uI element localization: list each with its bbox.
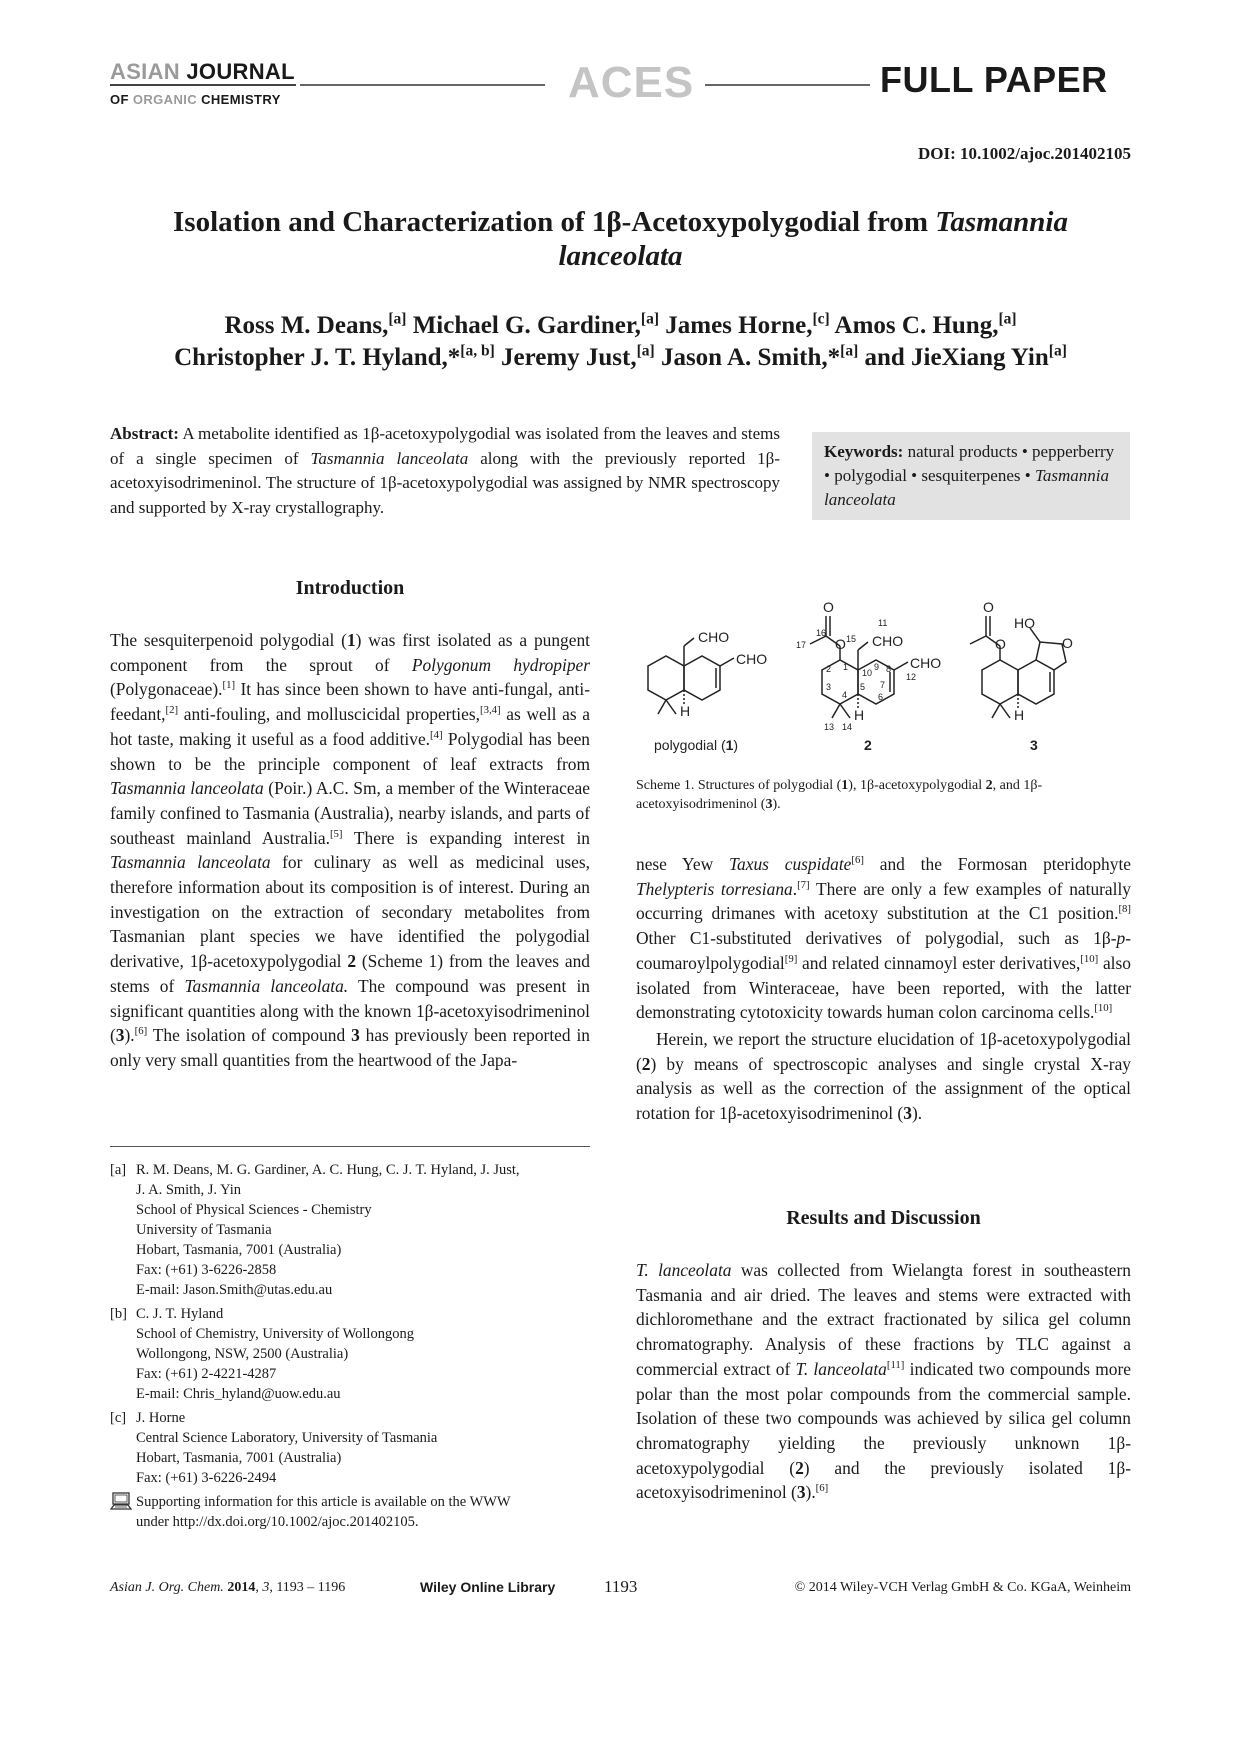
compound-3-label: 3 bbox=[1030, 737, 1038, 753]
atom-label-cho: CHO bbox=[910, 655, 942, 671]
keywords-box: Keywords: natural products • pepperberry • polygodial • sesquiterpenes • Tasmannia lanceolata bbox=[812, 432, 1130, 520]
supporting-information: Supporting information for this article is available on the WWW under http://dx.doi.org/10.1002/ajoc.201402105. bbox=[110, 1492, 590, 1532]
journal-name-line1 bbox=[110, 60, 295, 84]
introduction-text: The sesquiterpenoid polygodial (1) was first isolated as a pungent component from the sprout of Polygonum hydropiper (Polygonaceae).[1] It has since been shown to have anti-fungal, anti-feedant,[2] anti-fouling, and molluscicidal properties,[3,4] as well as a hot taste, making it useful as a food additive.[4] Polygodial has been shown to be the principle component of leaf extracts from Tasmannia lanceolata (Poir.) A.C. Sm, a member of the Winteraceae family confined to Tasmania (Australia), nearby islands, and parts of southeast mainland Australia.[5] There is expanding interest in Tasmannia lanceolata for culinary as well as medicinal uses, therefore information about its composition is of interest. During an investigation on the extraction of secondary metabolites from Tasmanian plant species we have identified the polygodial derivative, 1β-acetoxypolygodial 2 (Scheme 1) from the leaves and stems of Tasmannia lanceolata. The compound was present in significant quantities along with the known 1β-acetoxyisodrimeninol (3).[6] The isolation of compound 3 has previously been reported in only very small quantities from the heartwood of the Japa- bbox=[110, 630, 591, 1070]
atom-number: 10 bbox=[862, 668, 873, 678]
keywords-label: Keywords: bbox=[824, 442, 904, 461]
atom-label-h: H bbox=[854, 707, 865, 723]
journal-organic: ORGANIC bbox=[132, 92, 198, 107]
journal-asian: ASIAN bbox=[110, 59, 180, 84]
compound-1-label: polygodial (1) bbox=[654, 737, 739, 753]
atom-number: 12 bbox=[906, 672, 917, 682]
atom-number: 6 bbox=[878, 692, 884, 702]
author: Michael G. Gardiner,[a] bbox=[412, 310, 659, 339]
author: Jason A. Smith,*[a] bbox=[660, 342, 859, 371]
atom-number: 8 bbox=[886, 664, 892, 674]
atom-number: 3 bbox=[826, 682, 832, 692]
atom-number: 4 bbox=[842, 690, 848, 700]
author: Christopher J. T. Hyland,*[a, b] bbox=[174, 342, 495, 371]
affiliations bbox=[110, 1160, 590, 1532]
atom-number: 11 bbox=[878, 618, 888, 628]
atom-number: 16 bbox=[816, 628, 827, 638]
author: Amos C. Hung,[a] bbox=[834, 310, 1017, 339]
atom-label-h: H bbox=[1014, 707, 1025, 723]
atom-number: 9 bbox=[874, 662, 880, 672]
affiliation-b: [b] C. J. T. Hyland School of Chemistry, University of Wollongong Wollongong, NSW, 2500 (Australia) Fax: (+61) 2-4221-4287 E-mail: Chris_hyland@uow.edu.au bbox=[110, 1306, 414, 1402]
atom-number: 2 bbox=[826, 664, 832, 674]
atom-label-o: O bbox=[983, 600, 994, 615]
article-title bbox=[110, 205, 1131, 273]
journal-of: OF bbox=[110, 92, 129, 107]
compound-2-label: 2 bbox=[864, 737, 872, 753]
atom-label-h: H bbox=[680, 703, 691, 719]
author: and JieXiang Yin[a] bbox=[864, 342, 1067, 371]
doi: DOI: 10.1002/ajoc.201402105 bbox=[918, 144, 1131, 163]
copyright: © 2014 Wiley-VCH Verlag GmbH & Co. KGaA, Weinheim bbox=[794, 1580, 1131, 1595]
atom-label-cho: CHO bbox=[872, 633, 904, 649]
wiley-online-library: Wiley Online Library bbox=[420, 1579, 556, 1595]
title-text: Isolation and Characterization of 1β-Acetoxypolygodial from bbox=[173, 206, 936, 238]
atom-number: 17 bbox=[796, 640, 807, 650]
article-type: FULL PAPER bbox=[880, 59, 1108, 100]
author: James Horne,[c] bbox=[665, 310, 830, 339]
title-italic: Tasmannia lanceolata bbox=[558, 206, 1068, 272]
polygodial-structure bbox=[648, 638, 734, 714]
scheme-caption: Scheme 1. Structures of polygodial (1), 1β-acetoxypolygodial 2, and 1β-acetoxyisodrimeninol (3). bbox=[636, 778, 1043, 812]
author: Ross M. Deans,[a] bbox=[224, 310, 407, 339]
journal-underline bbox=[110, 84, 296, 86]
footnote-divider bbox=[110, 1146, 590, 1147]
atom-number: 5 bbox=[860, 682, 866, 692]
introduction-heading: Introduction bbox=[295, 577, 405, 599]
affiliation-c: [c] J. Horne Central Science Laboratory, University of Tasmania Hobart, Tasmania, 7001 (Australia) Fax: (+61) 3-6226-2494 bbox=[110, 1410, 438, 1486]
page-number: 1193 bbox=[604, 1577, 638, 1596]
atom-number: 1 bbox=[843, 662, 849, 672]
atom-number: 7 bbox=[880, 680, 886, 690]
atom-number: 13 bbox=[824, 722, 835, 732]
atom-label-cho: CHO bbox=[736, 651, 768, 667]
atom-number: 14 bbox=[842, 722, 853, 732]
abstract: Abstract: A metabolite identified as 1β-acetoxypolygodial was isolated from the leaves and stems of a single specimen of Tasmannia lanceolata along with the previously reported 1β-acetoxyisodrimeninol. The structure of 1β-acetoxypolygodial was assigned by NMR spectroscopy and supported by X-ray crystallography. bbox=[110, 424, 780, 517]
atom-label-o: O bbox=[1062, 635, 1073, 651]
right-column-text: nese Yew Taxus cuspidate[6] and the Formosan pteridophyte Thelypteris torresiana.[7] There are only a few examples of naturally occurring drimanes with acetoxy substitution at the C1 position.[8] Other C1-substituted derivatives of polygodial, such as 1β-p-coumaroylpolygodial[9] and related cinnamoyl ester derivatives,[10] also isolated from Winteraceae, have been reported, with the latter demonstrating cytotoxicity towards human colon carcinoma cells.[10] Herein, we report the structure elucidation of 1β-acetoxypolygodial (2) by means of spectroscopic analyses and single crystal X-ray analysis as well as the correction of the assignment of the optical rotation for 1β-acetoxyisodrimeninol (3). bbox=[636, 854, 1132, 1124]
author-list bbox=[110, 310, 1131, 374]
journal-chemistry: CHEMISTRY bbox=[201, 92, 281, 107]
atom-number: 15 bbox=[846, 634, 857, 644]
aces-logo: ACES bbox=[568, 58, 695, 107]
atom-label-ho: HO bbox=[1014, 615, 1035, 631]
results-text: T. lanceolata was collected from Wielangta forest in southeastern Tasmania and air dried. The leaves and stems were extracted with dichloromethane and the extract fractionated by silica gel column chromatography. Analysis of these fractions by TLC against a commercial extract of T. lanceolata[11] indicated two compounds more polar than the most polar compounds from the commercial sample. Isolation of these two compounds was achieved by silica gel column chromatography yielding the previously unknown 1β-acetoxypolygodial (2) and the previously isolated 1β-acetoxyisodrimeninol (3).[6] bbox=[636, 1260, 1131, 1503]
scheme-1-structures bbox=[636, 600, 1131, 760]
acetoxyisodrimeninol-structure bbox=[970, 616, 1066, 718]
computer-icon bbox=[110, 1492, 136, 1532]
journal-name-line2 bbox=[110, 92, 281, 107]
header-rule-left bbox=[300, 84, 545, 86]
author: Jeremy Just,[a] bbox=[500, 342, 655, 371]
atom-label-o: O bbox=[995, 636, 1006, 652]
footer-citation: Asian J. Org. Chem. 2014, 3, 1193 – 1196 bbox=[110, 1580, 346, 1595]
atom-label-o: O bbox=[835, 636, 846, 652]
affiliation-a: [a] R. M. Deans, M. G. Gardiner, A. C. Hung, C. J. T. Hyland, J. Just, J. A. Smith, J. Yin School of Physical Sciences - Chemistry University of Tasmania Hobart, Tasmania, 7001 (Australia) Fax: (+61) 3-6226-2858 E-mail: Jason.Smith@utas.edu.au bbox=[110, 1162, 520, 1298]
atom-label-o: O bbox=[823, 600, 834, 615]
header-rule-right bbox=[705, 84, 870, 86]
atom-label-cho: CHO bbox=[698, 629, 730, 645]
journal-journal: JOURNAL bbox=[186, 59, 295, 84]
abstract-label: Abstract: bbox=[110, 424, 179, 443]
results-heading: Results and Discussion bbox=[786, 1207, 981, 1229]
